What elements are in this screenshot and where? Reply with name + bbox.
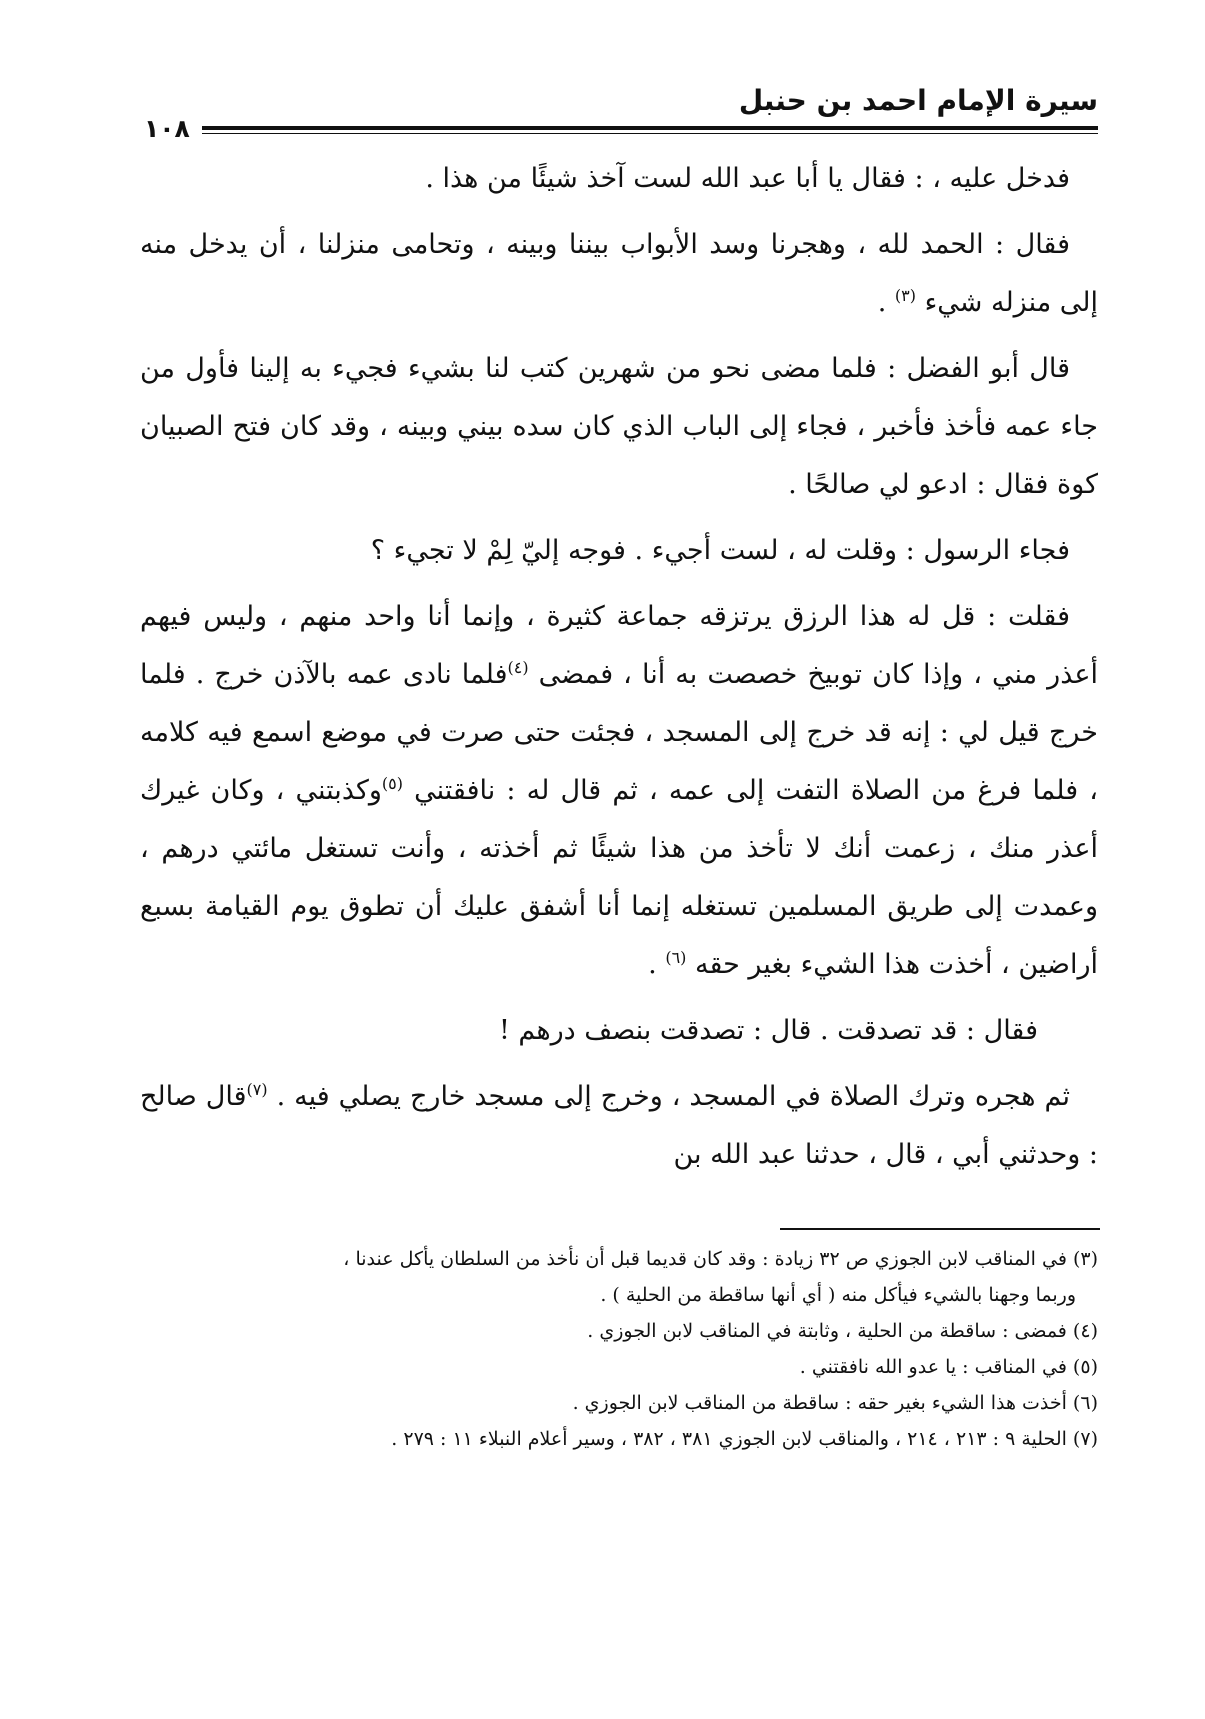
header-rule-thin	[140, 133, 1098, 134]
footnote-3-line-1: (٣) في المناقب لابن الجوزي ص ٣٢ زيادة : وقد كان قديما قبل أن نأخذ من السلطان يأكل عندنا ،	[343, 1248, 1098, 1270]
paragraph-3	[140, 340, 1098, 514]
paragraph-6	[140, 1002, 1098, 1060]
paragraph-6-text: فقال : قد تصدقت . قال : تصدقت بنصف درهم !	[498, 1015, 1038, 1046]
paragraph-1	[140, 150, 1098, 208]
footnote-4	[140, 1314, 1098, 1348]
footnote-6-text: (٦) أخذت هذا الشيء بغير حقه : ساقطة من المناقب لابن الجوزي .	[572, 1392, 1098, 1414]
footnote-separator	[780, 1228, 1100, 1230]
page-header	[140, 78, 1098, 143]
main-text	[140, 150, 1098, 1192]
footnote-7	[140, 1422, 1098, 1456]
footnote-ref-7: (٧)	[246, 1080, 268, 1099]
header-rule-thick	[140, 126, 1098, 130]
paragraph-5-text-b: فلما نادى عمه بالآذن خرج . فلما خرج قيل لي : إنه قد خرج إلى المسجد ، فجئت حتى صرت في موضع اسمع فيه كلامه ، فلما فرغ من الصلاة التفت إلى عمه ، ثم قال له : نافقتني	[140, 659, 1098, 806]
footnote-6	[140, 1386, 1098, 1420]
footnote-ref-6: (٦)	[665, 948, 687, 967]
paragraph-4	[140, 522, 1098, 580]
footnote-3	[140, 1242, 1098, 1276]
footnote-5	[140, 1350, 1098, 1384]
footnote-ref-5: (٥)	[381, 774, 403, 793]
paragraph-5-text-a: فقلت : قل له هذا الرزق يرتزقه جماعة كثيرة ، وإنما أنا واحد منهم ، وليس فيهم أعذر مني ، وإذا كان توبيخ خصصت به أنا ، فمضى	[140, 601, 1098, 690]
running-title: سيرة الإمام احمد بن حنبل	[738, 84, 1098, 117]
paragraph-5-end: .	[648, 949, 666, 980]
paragraph-7-text-b: قال صالح : وحدثني أبي ، قال ، حدثنا عبد الله بن	[140, 1081, 1098, 1170]
paragraph-7	[140, 1068, 1098, 1184]
footnote-7-text: (٧) الحلية ٩ : ٢١٣ ، ٢١٤ ، والمناقب لابن الجوزي ٣٨١ ، ٣٨٢ ، وسير أعلام النبلاء ١١ : ٢٧٩ .	[391, 1428, 1098, 1450]
paragraph-7-text-a: ثم هجره وترك الصلاة في المسجد ، وخرج إلى مسجد خارج يصلي فيه .	[276, 1081, 1070, 1112]
paragraph-1-text: فدخل عليه ، : فقال يا أبا عبد الله لست آخذ شيئًا من هذا .	[425, 163, 1070, 194]
paragraph-2	[140, 216, 1098, 332]
footnotes	[140, 1242, 1098, 1458]
paragraph-4-text: فجاء الرسول : وقلت له ، لست أجيء . فوجه إليّ لِمْ لا تجيء ؟	[370, 535, 1070, 566]
paragraph-2-text: فقال : الحمد لله ، وهجرنا وسد الأبواب بيننا وبينه ، وتحامى منزلنا ، أن يدخل منه إلى منزله شيء	[140, 229, 1098, 318]
footnote-3-continued	[140, 1278, 1098, 1312]
footnote-ref-3: (٣)	[894, 286, 916, 305]
footnote-ref-4: (٤)	[507, 658, 529, 677]
footnote-4-text: (٤) فمضى : ساقطة من الحلية ، وثابتة في المناقب لابن الجوزي .	[587, 1320, 1098, 1342]
paragraph-2-end: .	[877, 287, 895, 318]
footnote-5-text: (٥) في المناقب : يا عدو الله نافقتني .	[799, 1356, 1098, 1378]
footnote-3-line-2: وربما وجهنا بالشيء فيأكل منه ( أي أنها ساقطة من الحلية ) .	[600, 1284, 1076, 1306]
paragraph-5-text-c: وكذبتني ، وكان غيرك أعذر منك ، زعمت أنك لا تأخذ من هذا شيئًا ثم أخذته ، وأنت تستغل مائتي درهم ، وعمدت إلى طريق المسلمين تستغله إنما أنا أشفق عليك أن تطوق يوم القيامة بسبع أراضين ، أخذت هذا الشيء بغير حقه	[140, 775, 1098, 980]
paragraph-5	[140, 588, 1098, 994]
paragraph-3-text: قال أبو الفضل : فلما مضى نحو من شهرين كتب لنا بشيء فجيء به إلينا فأول من جاء عمه فأخذ فأخبر ، فجاء إلى الباب الذي كان سده بيني وبينه ، وقد كان فتح الصبيان كوة فقال : ادعو لي صالحًا .	[140, 353, 1098, 500]
page-number: ١٠٨	[140, 116, 202, 142]
